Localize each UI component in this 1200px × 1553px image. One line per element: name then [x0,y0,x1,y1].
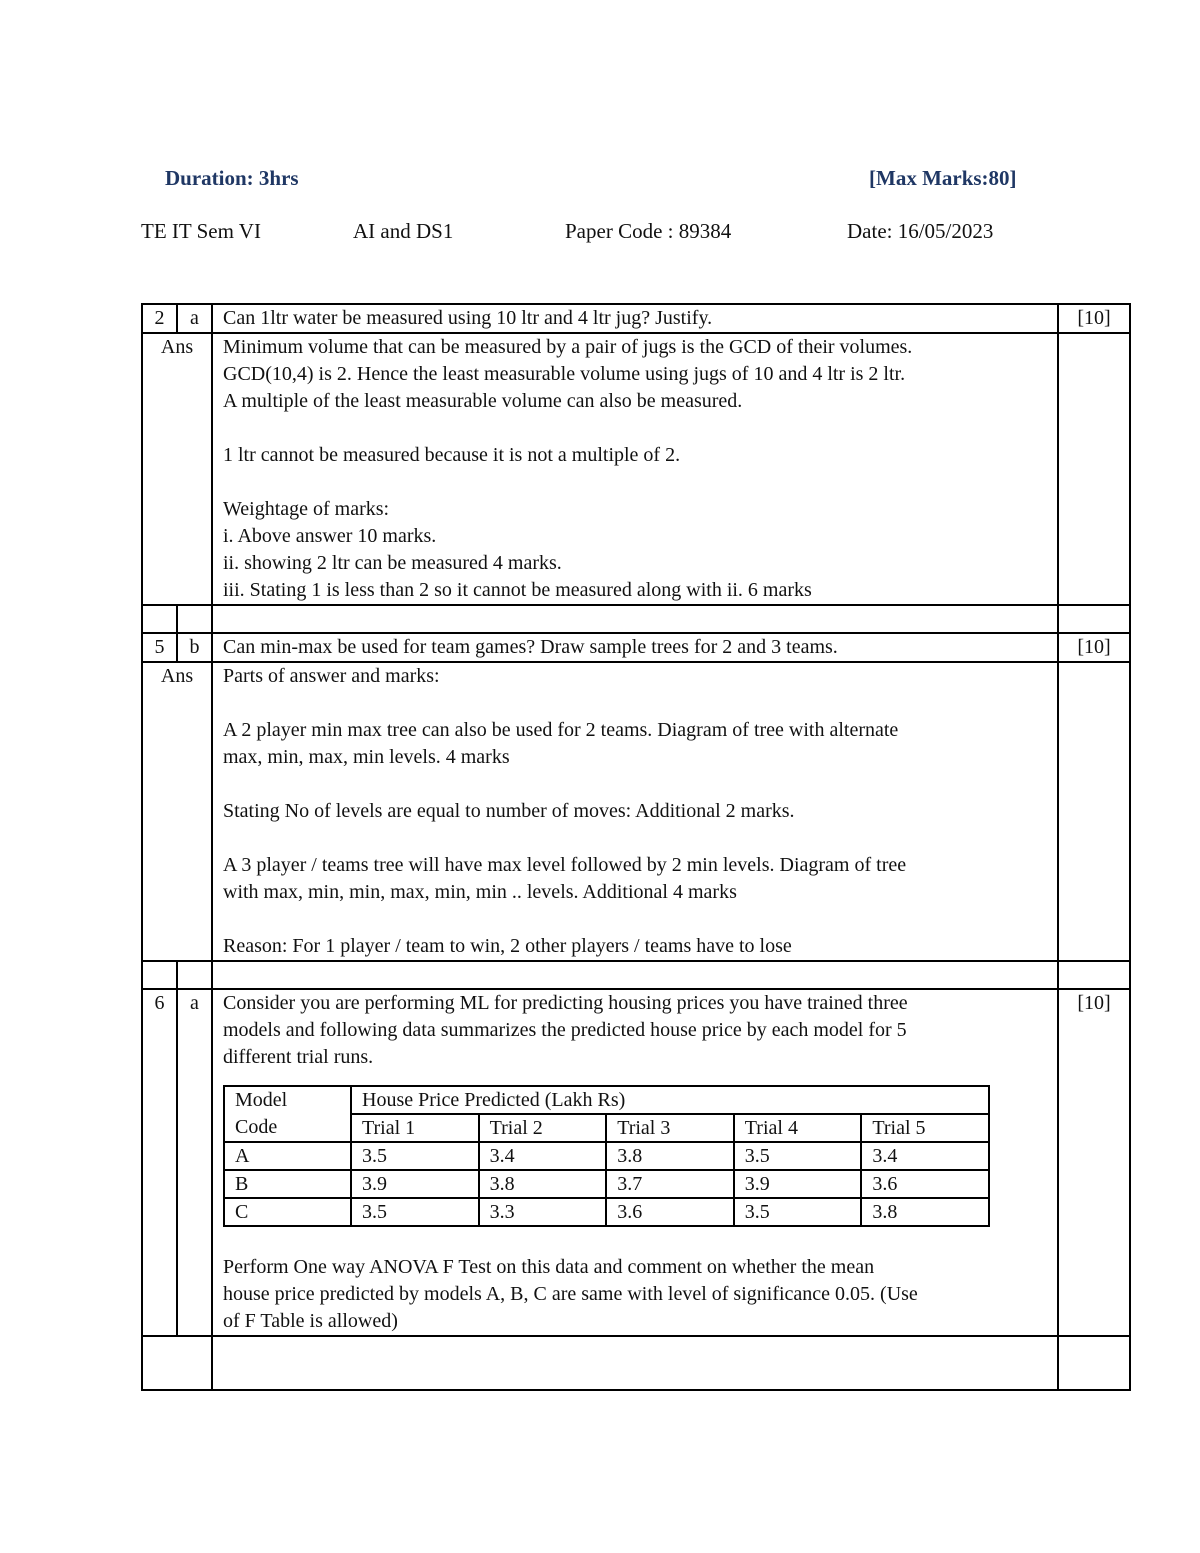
task-line: Perform One way ANOVA F Test on this data and comment on whether the mean [223,1256,875,1278]
table-cell: 3.8 [479,1170,607,1198]
answer-line: Weightage of marks: [223,498,390,520]
question-text: Can 1ltr water be measured using 10 ltr and 4 ltr jug? Justify. [212,304,1058,333]
group-header: House Price Predicted (Lakh Rs) [351,1086,989,1114]
table-row [224,1142,989,1170]
answer-line: with max, min, min, max, min, min .. levels. Additional 4 marks [223,881,737,903]
table-cell: 3.3 [479,1198,607,1226]
answer-line: 1 ltr cannot be measured because it is not a multiple of 2. [223,444,681,466]
answer-marks-cell [1058,333,1130,605]
question-number: 2 [142,304,177,333]
trial-header: Trial 4 [734,1114,862,1142]
table-header-row [224,1114,989,1142]
question-row [142,304,1130,333]
table-cell: 3.5 [351,1142,479,1170]
answer-line [223,825,1053,852]
question-row [142,989,1130,1336]
question-marks: [10] [1058,989,1130,1336]
spacer-row [142,605,1130,633]
answer-line: iii. Stating 1 is less than 2 so it cannot be measured along with ii. 6 marks [223,579,812,601]
code-header: Code [224,1114,351,1142]
question-text [212,989,1058,1336]
question-line: models and following data summarizes the predicted house price by each model for 5 [223,1019,907,1041]
question-line: Consider you are performing ML for predicting housing prices you have trained three [223,992,908,1014]
answer-line: A 2 player min max tree can also be used for 2 teams. Diagram of tree with alternate [223,719,899,741]
question-number: 5 [142,633,177,662]
table-row [224,1170,989,1198]
answer-line [223,690,1053,717]
question-sub: b [177,633,212,662]
answer-text [212,333,1058,605]
question-text: Can min-max be used for team games? Draw sample trees for 2 and 3 teams. [212,633,1058,662]
table-cell: 3.5 [351,1198,479,1226]
answer-line: A multiple of the least measurable volume can also be measured. [223,390,743,412]
answer-row [142,662,1130,961]
answer-line [223,906,1053,933]
header-row-2 [141,219,1041,247]
spacer-row [142,961,1130,989]
exam-date: Date: 16/05/2023 [847,219,994,243]
table-cell: 3.9 [734,1170,862,1198]
answer-label: Ans [142,662,212,961]
question-number: 6 [142,989,177,1336]
trial-header: Trial 3 [606,1114,734,1142]
table-header-row [224,1086,989,1114]
trial-header: Trial 1 [351,1114,479,1142]
house-price-table [223,1085,990,1227]
answer-line: Stating No of levels are equal to number of moves: Additional 2 marks. [223,800,795,822]
table-cell: 3.5 [734,1198,862,1226]
table-cell: 3.6 [606,1198,734,1226]
table-cell: 3.5 [734,1142,862,1170]
answer-line: Parts of answer and marks: [223,665,440,687]
question-row [142,633,1130,662]
table-cell: 3.8 [861,1198,989,1226]
question-marks: [10] [1058,304,1130,333]
answer-line: GCD(10,4) is 2. Hence the least measurable volume using jugs of 10 and 4 ltr is 2 ltr. [223,363,906,385]
question-sub: a [177,989,212,1336]
question-line: different trial runs. [223,1046,374,1068]
answer-line [223,771,1053,798]
model-code: A [224,1142,351,1170]
answer-row [142,333,1130,605]
question-marks: [10] [1058,633,1130,662]
answer-line: A 3 player / teams tree will have max level followed by 2 min levels. Diagram of tree [223,854,907,876]
table-cell: 3.9 [351,1170,479,1198]
answer-line [223,415,1053,442]
question-table [141,303,1131,1391]
trial-header: Trial 2 [479,1114,607,1142]
model-code: B [224,1170,351,1198]
paper-code: Paper Code : 89384 [565,219,732,243]
trial-header: Trial 5 [861,1114,989,1142]
task-line: of F Table is allowed) [223,1310,398,1332]
answer-line: max, min, max, min levels. 4 marks [223,746,510,768]
duration: Duration: 3hrs [165,166,299,190]
subject: AI and DS1 [353,219,454,243]
table-cell: 3.4 [861,1142,989,1170]
task-line: house price predicted by models A, B, C are same with level of significance 0.05. (Use [223,1283,918,1305]
answer-line: Minimum volume that can be measured by a pair of jugs is the GCD of their volumes. [223,336,913,358]
header-row-1 [165,166,1035,194]
answer-text [212,662,1058,961]
answer-marks-cell [1058,662,1130,961]
answer-line: i. Above answer 10 marks. [223,525,437,547]
table-row [224,1198,989,1226]
empty-row [142,1336,1130,1390]
max-marks: [Max Marks:80] [869,166,1017,190]
model-header: Model [224,1086,351,1114]
blank-gap [223,1227,1053,1254]
answer-line: ii. showing 2 ltr can be measured 4 marks. [223,552,562,574]
course: TE IT Sem VI [141,219,261,243]
table-cell: 3.6 [861,1170,989,1198]
table-cell: 3.8 [606,1142,734,1170]
model-code: C [224,1198,351,1226]
question-sub: a [177,304,212,333]
table-cell: 3.7 [606,1170,734,1198]
table-cell: 3.4 [479,1142,607,1170]
answer-line: Reason: For 1 player / team to win, 2 other players / teams have to lose [223,935,792,957]
answer-label: Ans [142,333,212,605]
answer-line [223,469,1053,496]
